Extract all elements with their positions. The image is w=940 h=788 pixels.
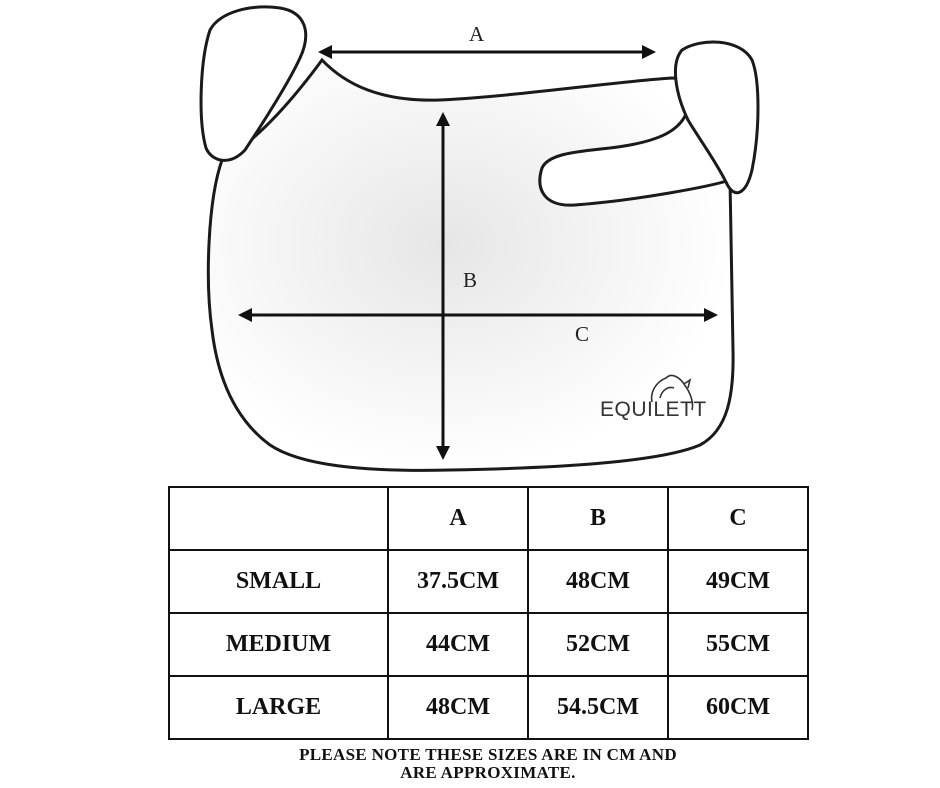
table-header-row (169, 487, 808, 550)
header-c: C (668, 487, 808, 550)
value-c: 60CM (668, 676, 808, 739)
label-a: A (469, 22, 485, 46)
table-row (169, 550, 808, 613)
size-table (168, 486, 809, 740)
size-name: MEDIUM (169, 613, 388, 676)
header-a: A (388, 487, 528, 550)
note-line-2: ARE APPROXIMATE. (400, 763, 576, 782)
value-a: 37.5CM (388, 550, 528, 613)
note-line-1: PLEASE NOTE THESE SIZES ARE IN CM AND (299, 745, 677, 764)
size-name: SMALL (169, 550, 388, 613)
value-b: 54.5CM (528, 676, 668, 739)
dimension-a-arrow (318, 45, 656, 59)
value-c: 49CM (668, 550, 808, 613)
header-empty-cell (169, 487, 388, 550)
value-c: 55CM (668, 613, 808, 676)
table-row (169, 676, 808, 739)
label-c: C (575, 322, 590, 346)
value-b: 48CM (528, 550, 668, 613)
size-name: LARGE (169, 676, 388, 739)
right-fur-roll (675, 42, 758, 193)
value-a: 48CM (388, 676, 528, 739)
table-row (169, 613, 808, 676)
header-b: B (528, 487, 668, 550)
size-note (168, 746, 808, 782)
equilett-logo-text: EQUILETT (600, 398, 707, 421)
value-a: 44CM (388, 613, 528, 676)
value-b: 52CM (528, 613, 668, 676)
label-b: B (463, 268, 478, 292)
